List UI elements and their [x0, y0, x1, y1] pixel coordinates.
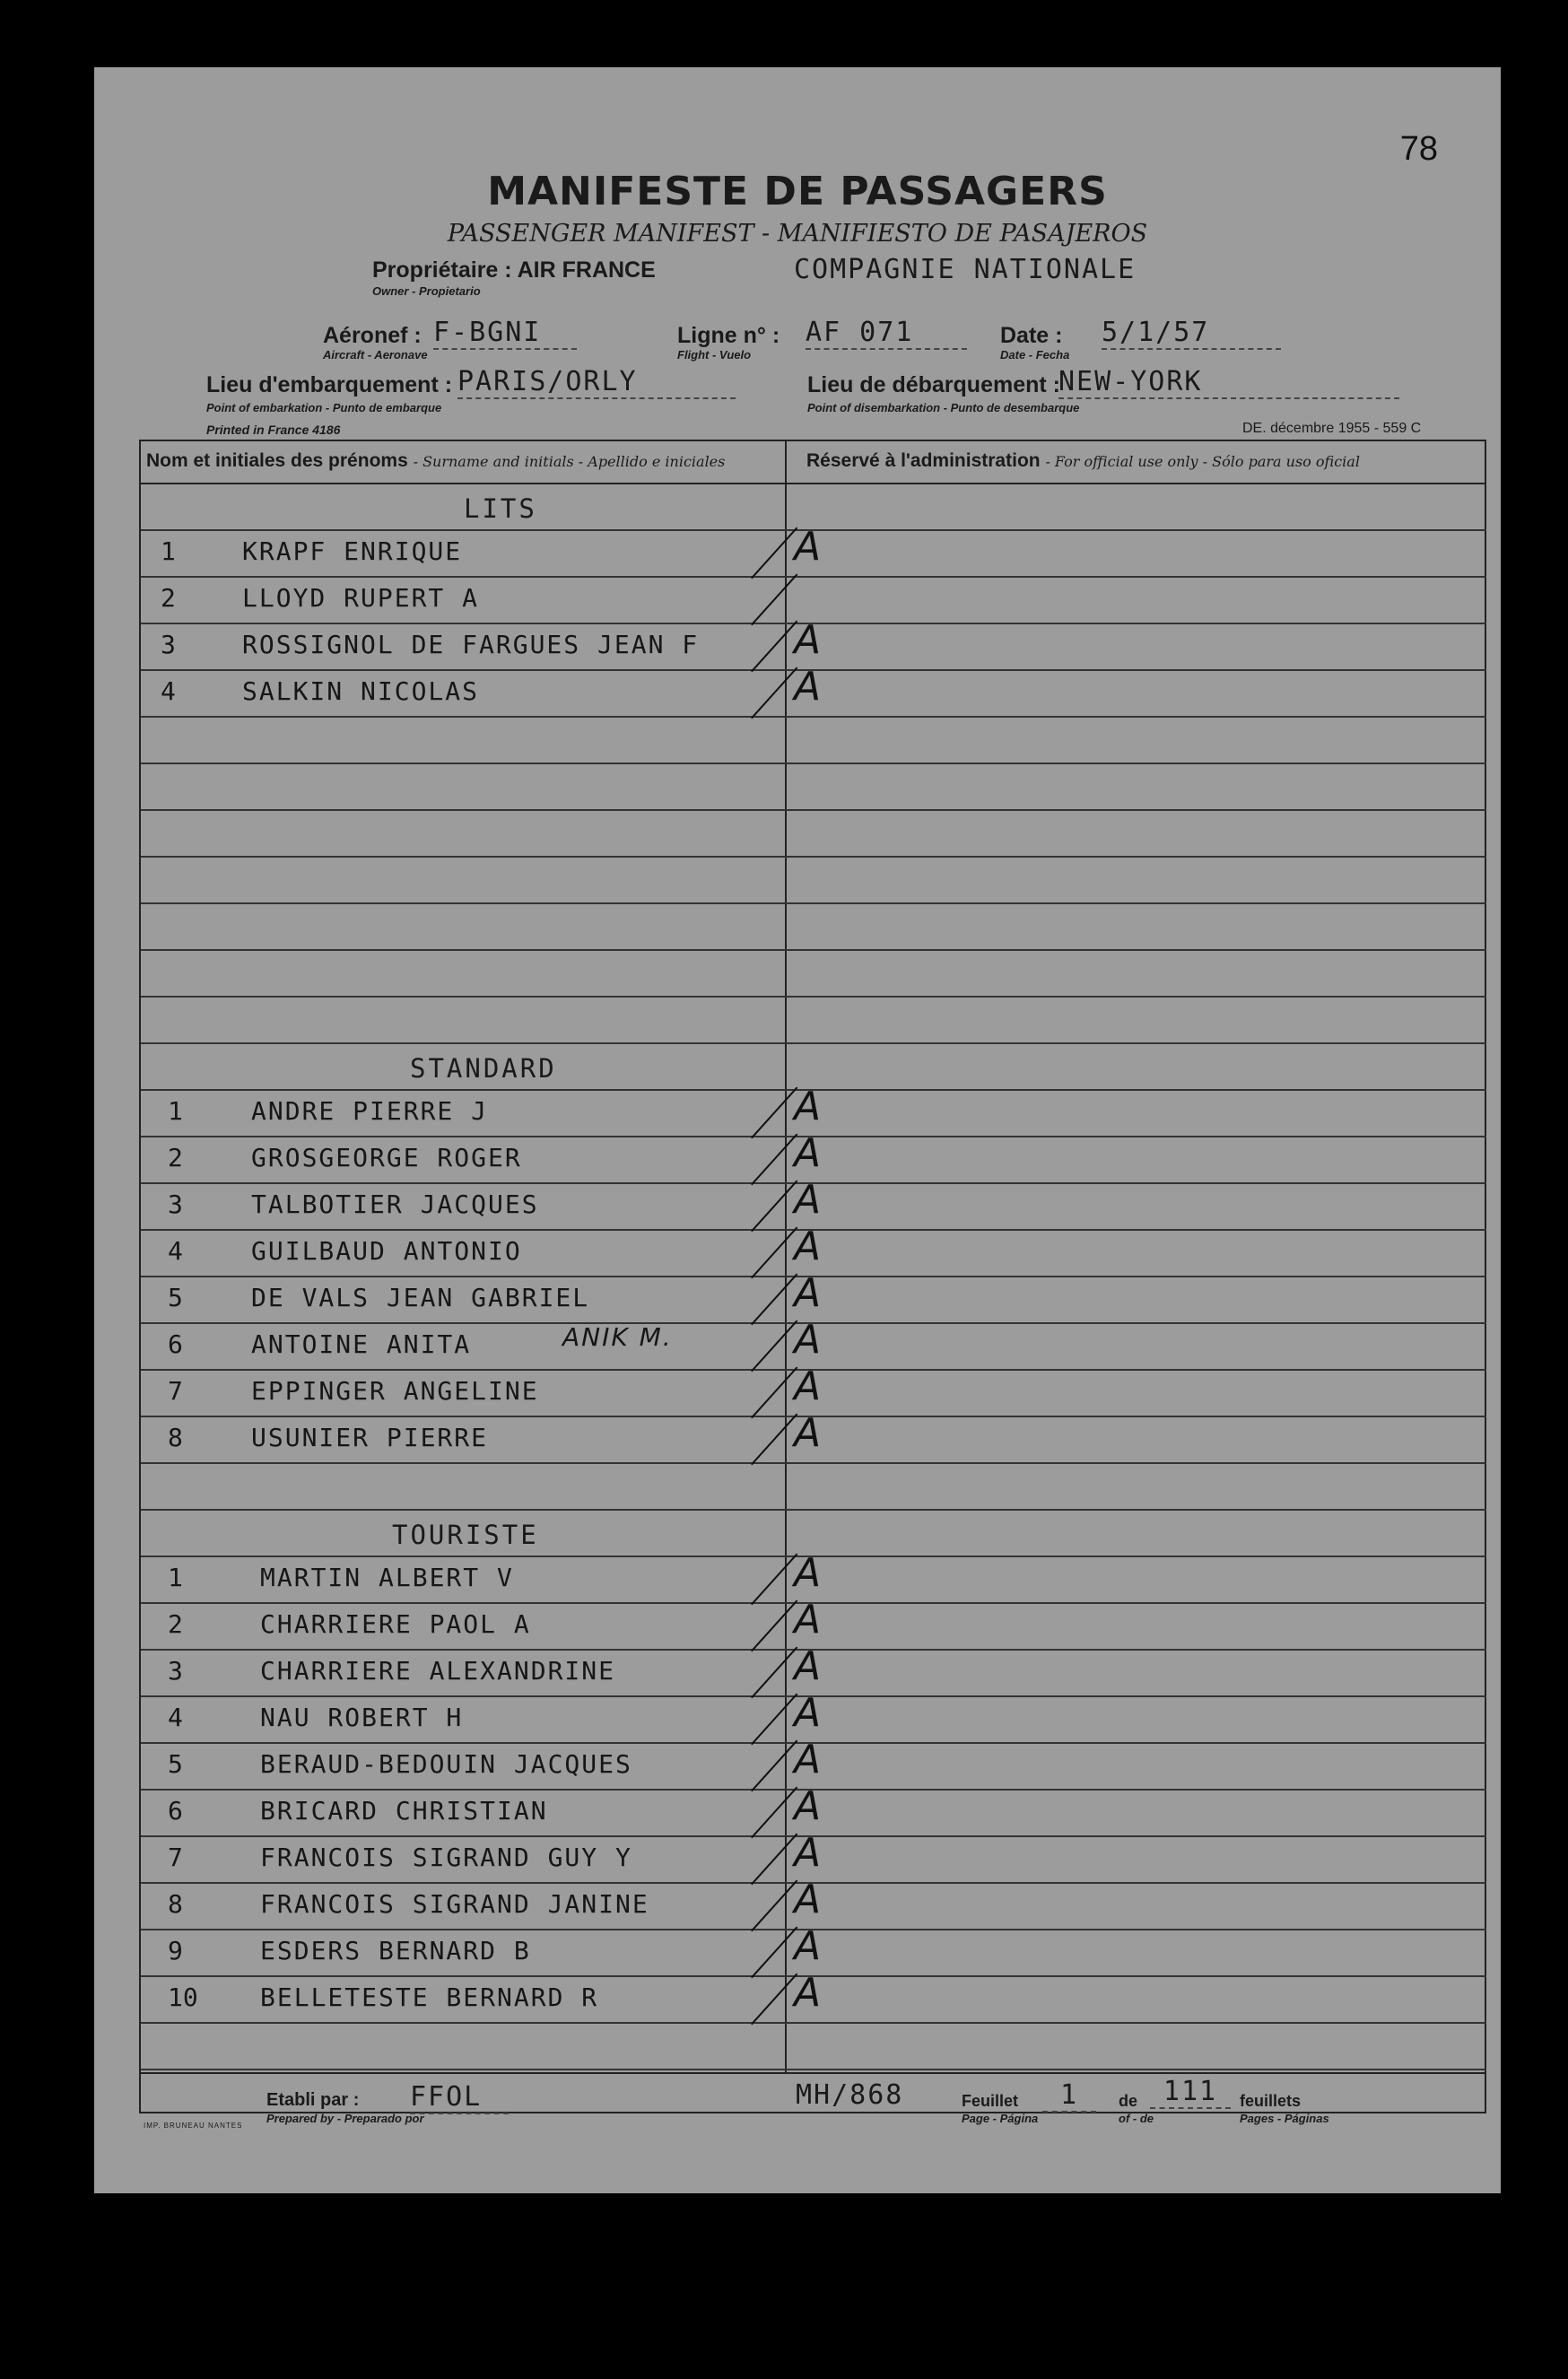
row-number: 4 [168, 1703, 183, 1732]
passenger-name: BRICARD CHRISTIAN [260, 1796, 548, 1826]
passenger-name: SALKIN NICOLAS [242, 676, 480, 706]
row-number: 7 [168, 1376, 183, 1406]
form-reference: DE. décembre 1955 - 559 C [1242, 421, 1422, 436]
check-stroke [751, 1274, 797, 1326]
printed-note: Printed in France 4186 [206, 423, 341, 437]
row-number: 1 [161, 536, 176, 566]
sheet-value: 1 [1042, 2079, 1096, 2113]
ruled-line [141, 1042, 1486, 1044]
row-number: 2 [168, 1609, 183, 1639]
check-stroke [751, 1974, 797, 2026]
owner-label: Propriétaire : AIR FRANCE [372, 257, 656, 283]
check-stroke [751, 1880, 797, 1932]
aircraft-sublabel: Aircraft - Aeronave [323, 348, 428, 362]
passenger-name: FRANCOIS SIGRAND JANINE [260, 1889, 649, 1919]
prepared-value: FFOL [410, 2081, 509, 2114]
admin-mark: A [794, 1923, 822, 1969]
row-number: 10 [168, 1982, 198, 2012]
admin-mark: A [794, 1410, 822, 1456]
admin-mark: A [794, 1970, 822, 2016]
row-number: 3 [168, 1656, 183, 1686]
handwritten-note: ANIK M. [562, 1322, 673, 1352]
row-number: 4 [161, 676, 176, 706]
sheet-sublabel: Page - Página [962, 2112, 1039, 2125]
admin-mark: A [794, 1690, 822, 1736]
check-stroke [751, 1134, 797, 1186]
check-stroke [751, 1320, 797, 1372]
owner-sublabel: Owner - Propietario [372, 284, 481, 298]
embark-label: Lieu d'embarquement : [206, 372, 453, 397]
flight-label: Ligne n° : [677, 323, 780, 348]
admin-mark: A [794, 1317, 822, 1363]
header-admin-sublabel: - For official use only - Sólo para uso oficial [1045, 453, 1360, 470]
date-value: 5/1/57 [1102, 317, 1281, 350]
ruled-line [141, 576, 1486, 578]
date-sublabel: Date - Fecha [1000, 348, 1070, 362]
admin-mark: A [794, 1783, 822, 1829]
row-number: 2 [161, 583, 176, 613]
passenger-name: GROSGEORGE ROGER [251, 1143, 522, 1172]
total-sheets-value: 111 [1150, 2076, 1231, 2109]
admin-mark: A [794, 1877, 822, 1922]
ruled-line [141, 1509, 1486, 1511]
check-stroke [751, 621, 797, 673]
flight-sublabel: Flight - Vuelo [677, 348, 752, 362]
check-stroke [751, 667, 797, 719]
passenger-name: BELLETESTE BERNARD R [260, 1982, 599, 2012]
row-number: 9 [168, 1936, 183, 1965]
section-title: STANDARD [410, 1053, 557, 1084]
admin-mark: A [794, 1550, 822, 1596]
check-stroke [751, 527, 797, 580]
passenger-name: ROSSIGNOL DE FARGUES JEAN F [242, 630, 700, 659]
sheets-sublabel: Pages - Páginas [1240, 2112, 1329, 2125]
check-stroke [751, 1927, 797, 1979]
admin-mark: A [794, 1737, 822, 1782]
embark-value: PARIS/ORLY [457, 366, 736, 399]
date-label: Date : [1000, 323, 1063, 348]
passenger-name: LLOYD RUPERT A [242, 583, 480, 613]
sheet-label: Feuillet [962, 2092, 1019, 2110]
row-number: 3 [161, 630, 176, 659]
header-admin [806, 450, 1360, 472]
admin-mark: A [794, 1643, 822, 1689]
aircraft-value: F-BGNI [433, 317, 577, 350]
printer-imprint: IMP. BRUNEAU NANTES [144, 2122, 243, 2130]
passenger-name: EPPINGER ANGELINE [251, 1376, 539, 1406]
column-divider [785, 441, 787, 2072]
row-number: 4 [168, 1236, 183, 1266]
row-number: 1 [168, 1563, 183, 1592]
manifest-title: MANIFESTE DE PASSAGERS [487, 169, 1108, 214]
reference-code: MH/868 [796, 2079, 904, 2111]
passenger-name: KRAPF ENRIQUE [242, 536, 463, 566]
header-names-sublabel: - Surname and initials - Apellido e iniciales [413, 453, 726, 470]
passenger-name: NAU ROBERT H [260, 1703, 464, 1732]
passenger-name: MARTIN ALBERT V [260, 1563, 514, 1592]
row-number: 7 [168, 1843, 183, 1872]
check-stroke [751, 1740, 797, 1792]
row-number: 2 [168, 1143, 183, 1172]
row-number: 6 [168, 1329, 183, 1359]
ruled-line [141, 996, 1486, 998]
admin-mark: A [794, 1224, 822, 1269]
sheets-label: feuillets [1240, 2092, 1302, 2110]
manifest-subtitle: PASSENGER MANIFEST - MANIFIESTO DE PASAJEROS [447, 220, 1148, 248]
ruled-line [141, 902, 1486, 904]
ruled-line [141, 2022, 1486, 2024]
admin-mark: A [794, 664, 822, 710]
row-number: 1 [168, 1096, 183, 1126]
passenger-name: TALBOTIER JACQUES [251, 1190, 539, 1219]
admin-mark: A [794, 1364, 822, 1409]
disembark-value: NEW-YORK [1058, 366, 1399, 399]
check-stroke [751, 1694, 797, 1746]
admin-mark: A [794, 1130, 822, 1176]
passenger-name: CHARRIERE PAOL A [260, 1609, 531, 1639]
ruled-line [141, 1462, 1486, 1464]
passenger-name: GUILBAUD ANTONIO [251, 1236, 522, 1266]
passenger-name: ESDERS BERNARD B [260, 1936, 531, 1965]
header-admin-label: Réservé à l'administration [806, 450, 1041, 471]
passenger-name: DE VALS JEAN GABRIEL [251, 1283, 590, 1312]
ruled-line [141, 949, 1486, 951]
passenger-name: ANDRE PIERRE J [251, 1096, 489, 1126]
section-title: TOURISTE [392, 1520, 539, 1550]
check-stroke [751, 574, 797, 626]
passenger-name: BERAUD-BEDOUIN JACQUES [260, 1749, 632, 1779]
check-stroke [751, 1647, 797, 1699]
section-title: LITS [464, 493, 537, 524]
prepared-sublabel: Prepared by - Preparado por [266, 2112, 424, 2125]
admin-mark: A [794, 1177, 822, 1223]
check-stroke [751, 1787, 797, 1839]
check-stroke [751, 1600, 797, 1652]
ruled-line [141, 809, 1486, 811]
header-names [146, 450, 725, 472]
ruled-line [141, 716, 1486, 718]
admin-mark: A [794, 1597, 822, 1643]
admin-mark: A [794, 1084, 822, 1129]
embark-sublabel: Point of embarkation - Punto de embarque [206, 401, 442, 414]
passenger-name: CHARRIERE ALEXANDRINE [260, 1656, 616, 1686]
of-label: de [1119, 2092, 1138, 2110]
row-number: 8 [168, 1889, 183, 1919]
admin-mark: A [794, 524, 822, 570]
passenger-name: FRANCOIS SIGRAND GUY Y [260, 1843, 632, 1872]
ruled-line [141, 2069, 1486, 2070]
check-stroke [751, 1087, 797, 1139]
row-number: 3 [168, 1190, 183, 1219]
admin-mark: A [794, 617, 822, 663]
header-names-label: Nom et initiales des prénoms [146, 450, 408, 471]
row-number: 8 [168, 1423, 183, 1452]
check-stroke [751, 1834, 797, 1886]
manifest-sheet [94, 67, 1501, 2193]
aircraft-label: Aéronef : [323, 323, 422, 348]
row-number: 5 [168, 1749, 183, 1779]
disembark-label: Lieu de débarquement : [807, 372, 1060, 397]
ruled-line [141, 762, 1486, 764]
admin-mark: A [794, 1830, 822, 1876]
passenger-name: USUNIER PIERRE [251, 1423, 489, 1452]
passenger-name: ANTOINE ANITA [251, 1329, 472, 1359]
check-stroke [751, 1414, 797, 1466]
row-number: 6 [168, 1796, 183, 1826]
prepared-label: Etabli par : [266, 2090, 360, 2110]
admin-mark: A [794, 1270, 822, 1316]
ruled-line [141, 856, 1486, 858]
owner-value: COMPAGNIE NATIONALE [794, 254, 1137, 285]
check-stroke [751, 1181, 797, 1233]
footer-divider [141, 2072, 1485, 2074]
check-stroke [751, 1554, 797, 1606]
page-number: 78 [1399, 130, 1438, 168]
check-stroke [751, 1227, 797, 1279]
disembark-sublabel: Point of disembarkation - Punto de desembarque [807, 401, 1080, 414]
flight-value: AF 071 [806, 317, 967, 350]
row-number: 5 [168, 1283, 183, 1312]
table-header [141, 441, 1485, 484]
of-sublabel: of - de [1119, 2112, 1154, 2125]
check-stroke [751, 1367, 797, 1419]
passenger-table [139, 440, 1486, 2125]
